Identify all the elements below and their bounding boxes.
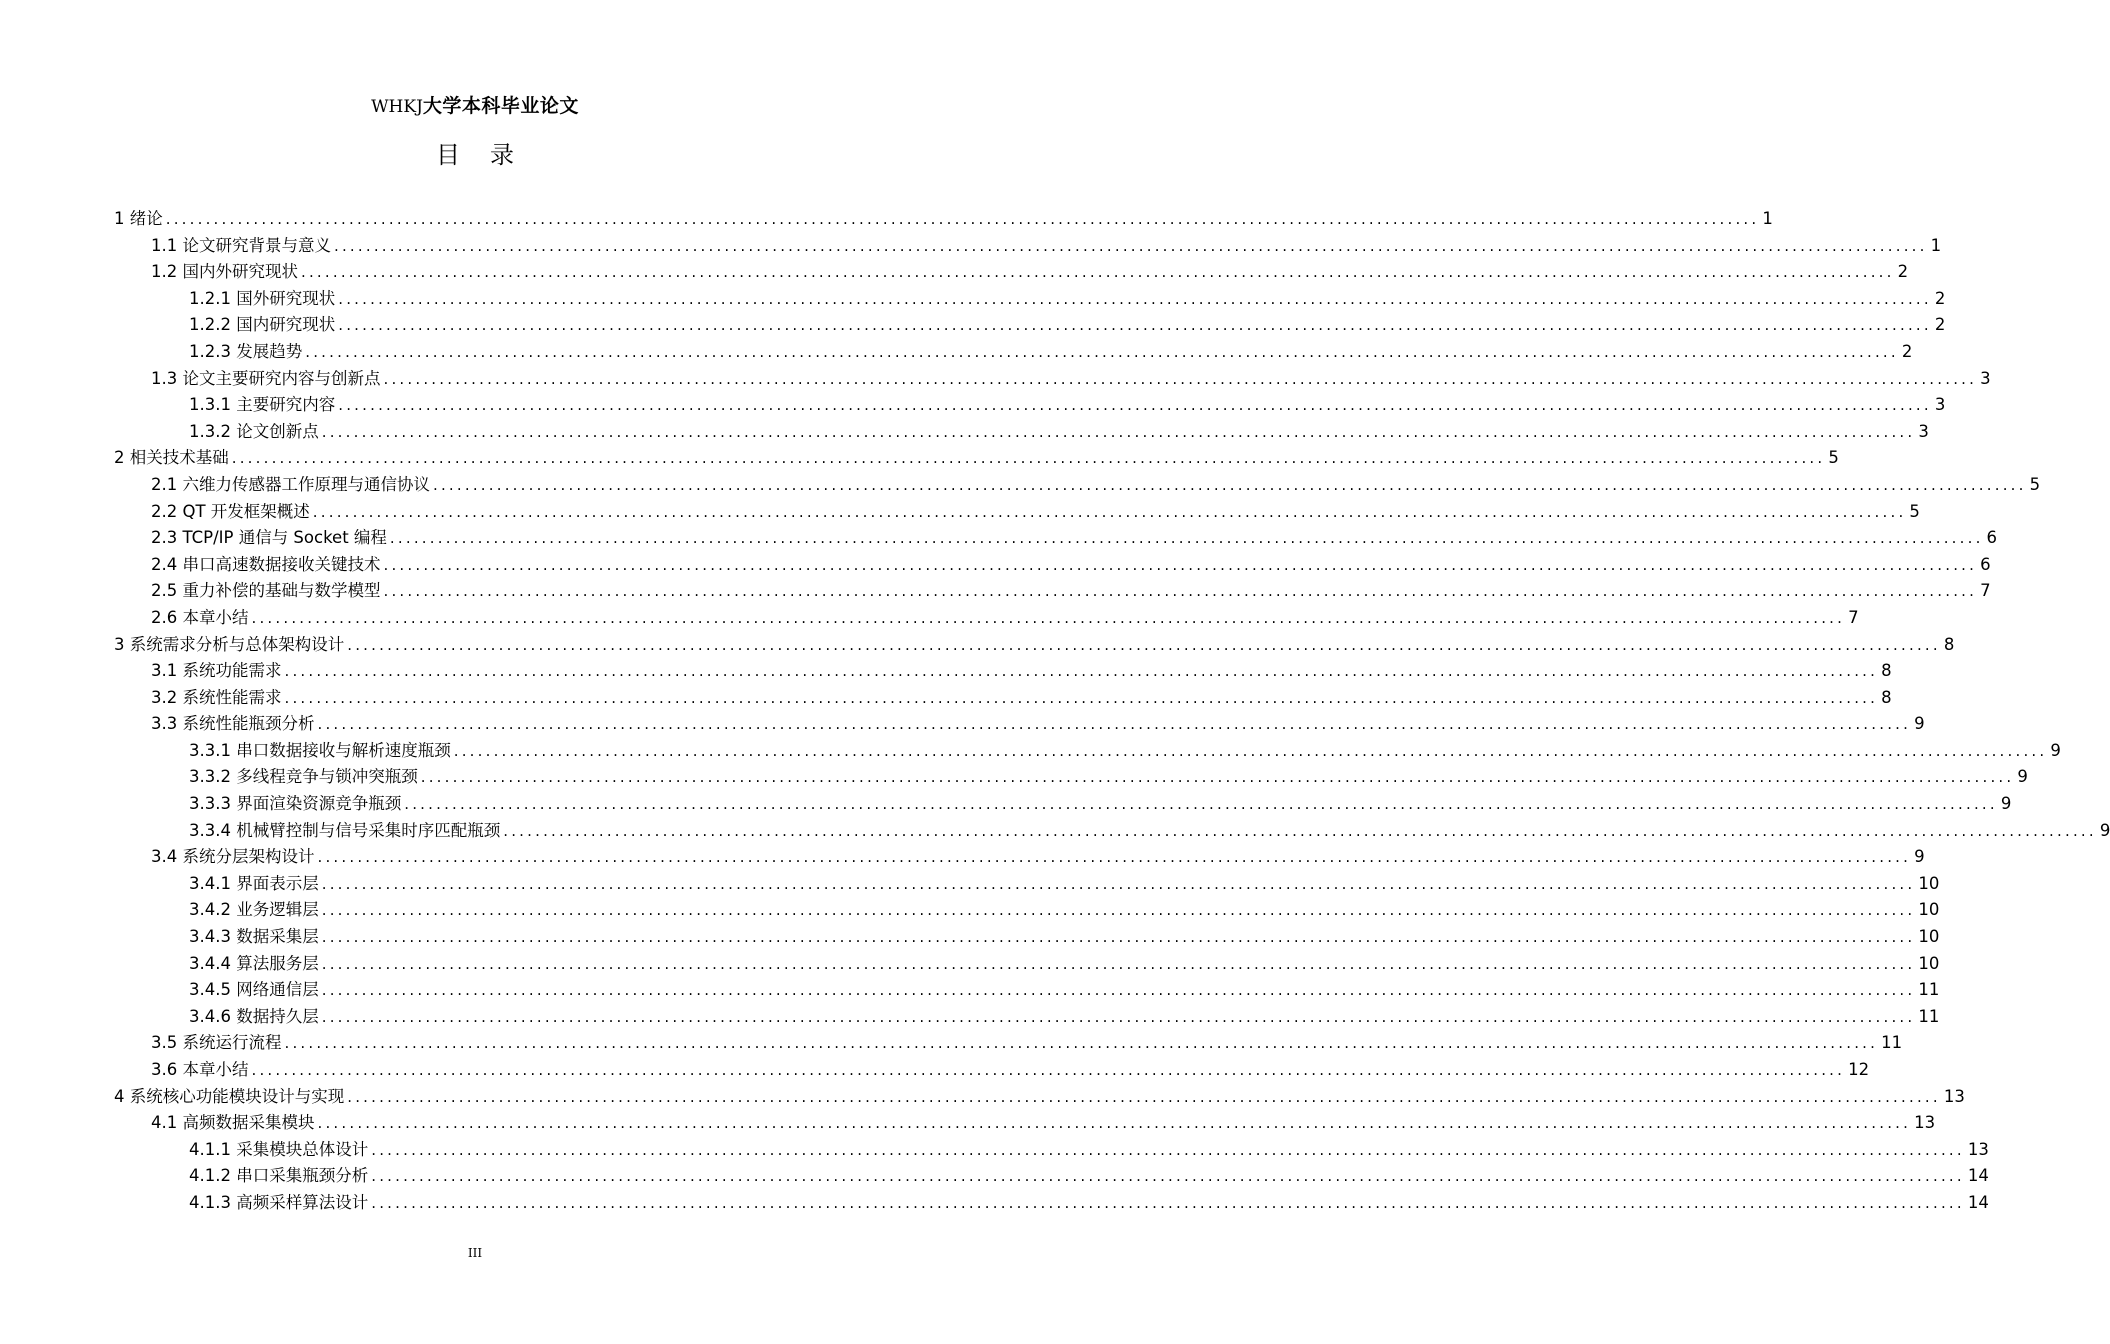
toc-entry[interactable] bbox=[114, 578, 1991, 605]
toc-entry-page: 10 bbox=[1918, 927, 1940, 947]
toc-leader-dots: ........................................................................................................................................................................................................ bbox=[284, 1034, 1879, 1053]
toc-entry[interactable] bbox=[114, 658, 1892, 685]
toc-leader-dots: ........................................................................................................................................................................................................ bbox=[433, 475, 2027, 494]
toc-entry-page: 11 bbox=[1918, 1006, 1940, 1026]
toc-leader-dots: ........................................................................................................................................................................................................ bbox=[371, 1140, 1965, 1159]
toc-entry[interactable] bbox=[114, 552, 1991, 579]
toc-leader-dots: ........................................................................................................................................................................................................ bbox=[284, 688, 1879, 707]
toc-leader-dots: ........................................................................................................................................................................................................ bbox=[338, 289, 1932, 308]
toc-entry-page: 3 bbox=[1980, 368, 1991, 388]
toc-entry-label: 3.3.3 界面渲染资源竞争瓶颈 bbox=[189, 794, 402, 814]
toc-entry-label: 3.3.1 串口数据接收与解析速度瓶颈 bbox=[189, 740, 451, 760]
header-latin: WHKJ bbox=[371, 97, 423, 117]
toc-entry-page: 3 bbox=[1934, 395, 1946, 415]
toc-entry-label: 3.4.2 业务逻辑层 bbox=[189, 900, 319, 920]
toc-leader-dots: ........................................................................................................................................................................................................ bbox=[321, 422, 1916, 441]
toc-leader-dots: ........................................................................................................................................................................................................ bbox=[371, 1193, 1965, 1212]
toc-entry[interactable] bbox=[114, 605, 1859, 632]
toc-entry[interactable] bbox=[114, 525, 1998, 552]
toc-entry[interactable] bbox=[114, 1004, 1940, 1031]
toc-entry-label: 1.1 论文研究背景与意义 bbox=[151, 235, 331, 255]
toc-entry-page: 13 bbox=[1967, 1139, 1989, 1159]
toc-entry-page: 5 bbox=[1828, 448, 1839, 468]
toc-entry-label: 2.1 六维力传感器工作原理与通信协议 bbox=[151, 474, 430, 494]
toc-leader-dots: ........................................................................................................................................................................................................ bbox=[347, 1087, 1941, 1106]
toc-leader-dots: ........................................................................................................................................................................................................ bbox=[317, 715, 1912, 734]
toc-entry[interactable] bbox=[114, 445, 1839, 472]
running-header bbox=[0, 94, 950, 119]
toc-leader-dots: ........................................................................................................................................................................................................ bbox=[321, 901, 1916, 920]
toc-entry-page: 10 bbox=[1918, 900, 1940, 920]
toc-entry[interactable] bbox=[114, 233, 1942, 260]
toc-entry-label: 3.4.3 数据采集层 bbox=[189, 927, 319, 947]
toc-entry-label: 3 系统需求分析与总体架构设计 bbox=[114, 634, 345, 654]
toc-leader-dots: ........................................................................................................................................................................................................ bbox=[251, 608, 1846, 627]
toc-leader-dots: ........................................................................................................................................................................................................ bbox=[453, 741, 2048, 760]
toc-entry-label: 1.2 国内外研究现状 bbox=[151, 262, 298, 282]
toc-entry-page: 2 bbox=[1897, 262, 1909, 282]
toc-entry[interactable] bbox=[114, 738, 2061, 765]
toc-entry-page: 9 bbox=[1914, 847, 1925, 867]
page-number: III bbox=[467, 1246, 483, 1260]
toc-entry-label: 3.1 系统功能需求 bbox=[151, 661, 282, 681]
toc-entry-page: 1 bbox=[1930, 235, 1942, 255]
toc-entry[interactable] bbox=[114, 1084, 1965, 1111]
toc-entry-page: 11 bbox=[1918, 980, 1940, 1000]
toc-entry[interactable] bbox=[114, 951, 1940, 978]
toc-leader-dots: ........................................................................................................................................................................................................ bbox=[317, 848, 1912, 867]
toc-title: 目录 bbox=[436, 141, 544, 169]
toc-entry-page: 6 bbox=[1986, 528, 1998, 548]
toc-entry[interactable] bbox=[114, 472, 2041, 499]
toc-entry[interactable] bbox=[114, 897, 1940, 924]
toc-leader-dots: ........................................................................................................................................................................................................ bbox=[321, 981, 1916, 1000]
toc-entry[interactable] bbox=[114, 685, 1892, 712]
toc-entry[interactable] bbox=[114, 339, 1913, 366]
toc-entry-page: 13 bbox=[1914, 1113, 1936, 1133]
toc-entry-page: 10 bbox=[1918, 953, 1940, 973]
toc-entry[interactable] bbox=[114, 499, 1920, 526]
toc-entry-label: 3.4 系统分层架构设计 bbox=[151, 847, 315, 867]
toc-entry[interactable] bbox=[114, 259, 1909, 286]
toc-entry-label: 1 绪论 bbox=[114, 209, 163, 228]
toc-entry-label: 2.4 串口高速数据接收关键技术 bbox=[151, 554, 381, 574]
toc-leader-dots: ........................................................................................................................................................................................................ bbox=[383, 582, 1978, 601]
toc-entry-label: 3.4.1 界面表示层 bbox=[189, 873, 319, 893]
toc-leader-dots: ........................................................................................................................................................................................................ bbox=[321, 928, 1916, 947]
toc-entry-page: 8 bbox=[1881, 661, 1892, 681]
toc-entry[interactable] bbox=[114, 632, 1955, 659]
header-title: 大学本科毕业论文 bbox=[422, 95, 579, 117]
toc-leader-dots: ........................................................................................................................................................................................................ bbox=[165, 210, 1760, 228]
toc-entry[interactable] bbox=[114, 1030, 1903, 1057]
toc-leader-dots: ........................................................................................................................................................................................................ bbox=[371, 1167, 1965, 1186]
toc-leader-dots: ........................................................................................................................................................................................................ bbox=[389, 529, 1984, 548]
toc-entry[interactable] bbox=[114, 1163, 1989, 1190]
toc-leader-dots: ........................................................................................................................................................................................................ bbox=[503, 821, 2097, 840]
toc-entry[interactable] bbox=[114, 764, 2028, 791]
toc-leader-dots: ........................................................................................................................................................................................................ bbox=[334, 236, 1928, 255]
toc-entry-label: 1.3 论文主要研究内容与创新点 bbox=[151, 368, 381, 388]
toc-entry-page: 12 bbox=[1848, 1060, 1870, 1079]
toc-entry[interactable] bbox=[114, 871, 1940, 898]
toc-entry-label: 3.3.2 多线程竞争与锁冲突瓶颈 bbox=[189, 767, 418, 787]
toc-entry[interactable] bbox=[114, 206, 1773, 233]
toc-entry-label: 4.1.3 高频采样算法设计 bbox=[189, 1192, 369, 1212]
toc-entry-label: 3.4.4 算法服务层 bbox=[189, 953, 319, 973]
toc-entry[interactable] bbox=[114, 366, 1991, 393]
toc-entry-label: 4 系统核心功能模块设计与实现 bbox=[114, 1086, 345, 1106]
toc-entry-label: 1.3.2 论文创新点 bbox=[189, 421, 319, 441]
toc-entry[interactable] bbox=[114, 844, 1925, 871]
toc-entry-page: 5 bbox=[1909, 501, 1920, 521]
toc-entry-label: 3.4.5 网络通信层 bbox=[189, 980, 319, 1000]
table-of-contents bbox=[114, 206, 2110, 1217]
toc-entry[interactable] bbox=[114, 1137, 1989, 1164]
toc-leader-dots: ........................................................................................................................................................................................................ bbox=[305, 342, 1899, 361]
toc-entry[interactable] bbox=[114, 392, 1946, 419]
toc-entry-label: 1.3.1 主要研究内容 bbox=[189, 395, 336, 415]
toc-entry-label: 3.4.6 数据持久层 bbox=[189, 1006, 319, 1026]
toc-entry-page: 7 bbox=[1980, 581, 1991, 601]
toc-entry-label: 1.2.2 国内研究现状 bbox=[189, 315, 336, 335]
toc-leader-dots: ........................................................................................................................................................................................................ bbox=[338, 396, 1932, 415]
toc-leader-dots: ........................................................................................................................................................................................................ bbox=[383, 555, 1978, 574]
toc-leader-dots: ........................................................................................................................................................................................................ bbox=[404, 795, 1998, 814]
toc-entry-label: 3.6 本章小结 bbox=[151, 1060, 249, 1079]
toc-entry-page: 2 bbox=[1934, 288, 1946, 308]
toc-entry-page: 3 bbox=[1918, 421, 1929, 441]
toc-entry-page: 5 bbox=[2029, 474, 2041, 494]
toc-entry-page: 2 bbox=[1934, 315, 1946, 335]
toc-leader-dots: ........................................................................................................................................................................................................ bbox=[251, 1061, 1846, 1079]
toc-entry[interactable] bbox=[114, 977, 1940, 1004]
toc-entry-page: 9 bbox=[2000, 794, 2012, 814]
toc-entry-page: 13 bbox=[1943, 1086, 1965, 1106]
toc-entry-page: 14 bbox=[1967, 1166, 1989, 1186]
toc-leader-dots: ........................................................................................................................................................................................................ bbox=[383, 369, 1978, 388]
toc-leader-dots: ........................................................................................................................................................................................................ bbox=[347, 635, 1941, 654]
toc-entry[interactable] bbox=[114, 711, 1925, 738]
toc-entry-label: 2.5 重力补偿的基础与数学模型 bbox=[151, 581, 381, 601]
toc-entry-label: 3.3.4 机械臂控制与信号采集时序匹配瓶颈 bbox=[189, 820, 501, 840]
toc-leader-dots: ........................................................................................................................................................................................................ bbox=[321, 954, 1916, 973]
toc-entry[interactable] bbox=[114, 818, 2110, 845]
toc-entry[interactable] bbox=[114, 924, 1940, 951]
toc-entry-page: 8 bbox=[1943, 634, 1955, 654]
toc-entry-label: 1.2.1 国外研究现状 bbox=[189, 288, 336, 308]
toc-leader-dots: ........................................................................................................................................................................................................ bbox=[312, 502, 1907, 521]
toc-entry-label: 1.2.3 发展趋势 bbox=[189, 341, 303, 361]
toc-entry-label: 2.6 本章小结 bbox=[151, 607, 249, 627]
toc-entry-label: 2.3 TCP/IP 通信与 Socket 编程 bbox=[151, 528, 387, 548]
toc-entry-page: 14 bbox=[1967, 1192, 1989, 1212]
toc-entry-page: 2 bbox=[1901, 341, 1913, 361]
toc-entry-label: 4.1.2 串口采集瓶颈分析 bbox=[189, 1166, 369, 1186]
toc-entry-label: 3.3 系统性能瓶颈分析 bbox=[151, 714, 315, 734]
toc-leader-dots: ........................................................................................................................................................................................................ bbox=[231, 449, 1826, 468]
toc-leader-dots: ........................................................................................................................................................................................................ bbox=[284, 662, 1879, 681]
toc-entry-label: 2.2 QT 开发框架概述 bbox=[151, 501, 310, 521]
toc-entry[interactable] bbox=[114, 419, 1929, 446]
toc-entry-page: 6 bbox=[1980, 554, 1991, 574]
toc-leader-dots: ........................................................................................................................................................................................................ bbox=[321, 1007, 1916, 1026]
toc-entry-page: 8 bbox=[1881, 687, 1892, 707]
toc-entry-label: 3.5 系统运行流程 bbox=[151, 1033, 282, 1053]
toc-entry-label: 4.1.1 采集模块总体设计 bbox=[189, 1139, 369, 1159]
toc-entry-page: 7 bbox=[1848, 607, 1859, 627]
toc-entry[interactable] bbox=[114, 1057, 1870, 1084]
toc-leader-dots: ........................................................................................................................................................................................................ bbox=[317, 1114, 1912, 1133]
toc-entry-page: 9 bbox=[2099, 820, 2110, 840]
toc-entry-page: 11 bbox=[1881, 1033, 1903, 1053]
toc-entry-label: 2 相关技术基础 bbox=[114, 448, 229, 468]
toc-leader-dots: ........................................................................................................................................................................................................ bbox=[321, 874, 1916, 893]
toc-entry[interactable] bbox=[114, 286, 1946, 313]
toc-entry[interactable] bbox=[114, 312, 1946, 339]
toc-entry-page: 9 bbox=[1914, 714, 1925, 734]
toc-leader-dots: ........................................................................................................................................................................................................ bbox=[338, 316, 1932, 335]
toc-leader-dots: ........................................................................................................................................................................................................ bbox=[420, 768, 2015, 787]
toc-entry[interactable] bbox=[114, 1190, 1989, 1217]
toc-entry[interactable] bbox=[114, 791, 2012, 818]
toc-entry-page: 9 bbox=[2050, 740, 2061, 760]
toc-entry-label: 4.1 高频数据采集模块 bbox=[151, 1113, 315, 1133]
toc-entry[interactable] bbox=[114, 1110, 1936, 1137]
toc-entry-page: 1 bbox=[1762, 209, 1773, 228]
toc-entry-page: 9 bbox=[2017, 767, 2028, 787]
toc-entry-page: 10 bbox=[1918, 873, 1940, 893]
toc-entry-label: 3.2 系统性能需求 bbox=[151, 687, 282, 707]
toc-leader-dots: ........................................................................................................................................................................................................ bbox=[301, 263, 1895, 282]
